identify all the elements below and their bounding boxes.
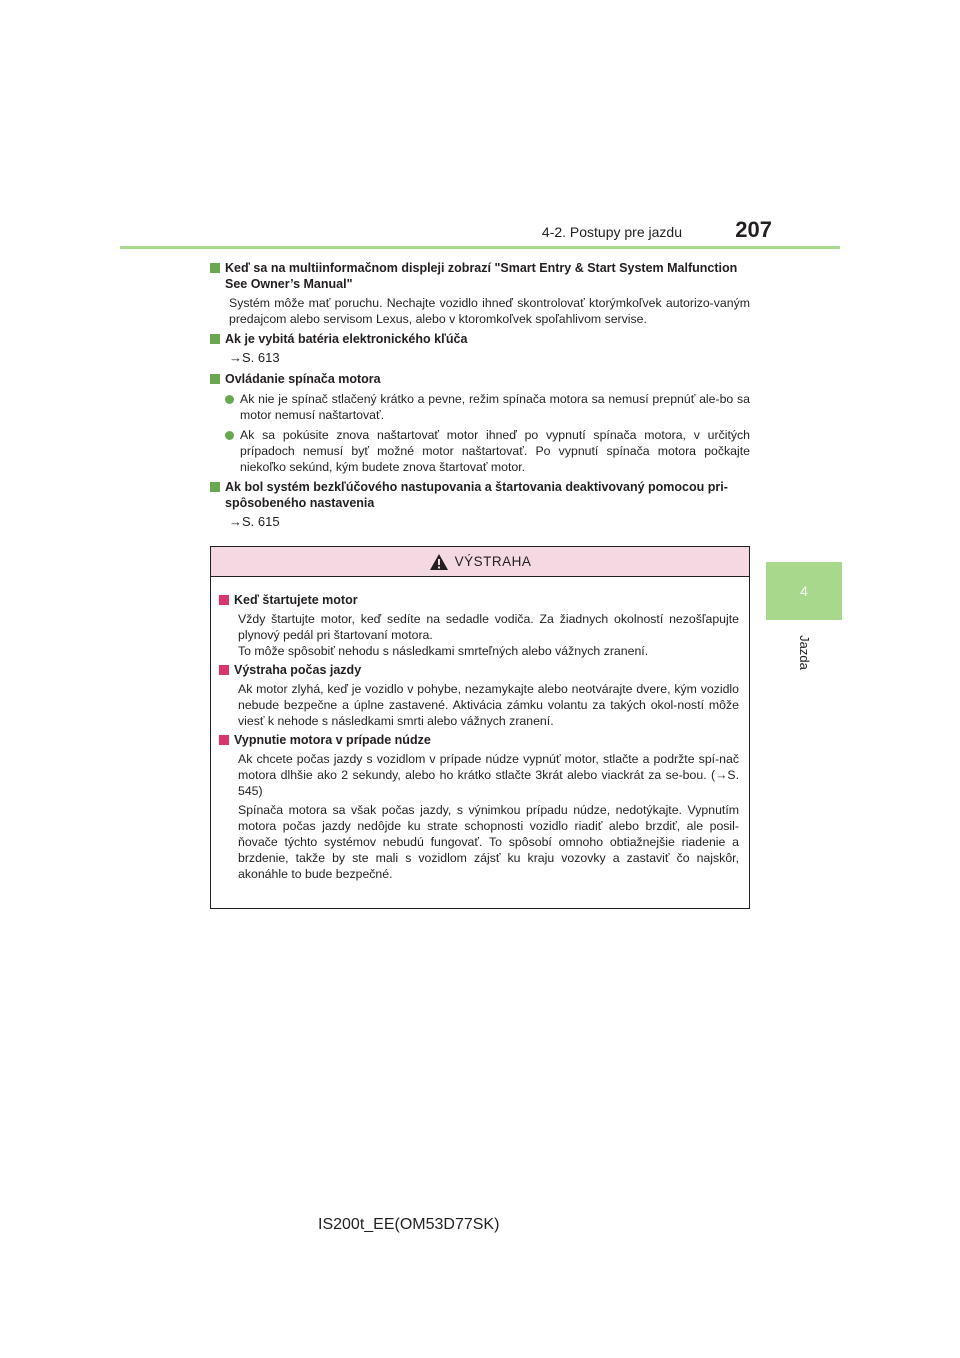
warning-body xyxy=(211,577,749,882)
square-bullet-icon xyxy=(210,263,220,273)
section-engine-switch xyxy=(210,371,750,475)
warning-text: Spínača motora sa však počas jazdy, s výnimkou prípadu núdze, nedotýkajte. Vypnutím motora počas jazdy nedôjde ku strate schopnosti vozidlo riadiť alebo brzdiť, ale posil-ňovače týchto systémov nebudú fungovať. To spôsobí omnoho obtiažnejšie riadenie a brzdenie, takže by ste mali s vozidlom zájsť ku kraju vozovky a zastaviť čo najskôr, akonáhle to bude bezpečné. xyxy=(238,803,739,881)
chapter-label-text: Jazda xyxy=(796,634,812,670)
circle-bullet-icon xyxy=(225,431,234,440)
chapter-label xyxy=(774,632,834,672)
square-bullet-icon xyxy=(210,374,220,384)
section-heading xyxy=(210,371,750,387)
warning-item-heading xyxy=(219,732,739,748)
section-smart-entry xyxy=(210,260,750,327)
square-bullet-icon xyxy=(219,665,229,675)
square-bullet-icon xyxy=(219,595,229,605)
section-heading-text: Ak bol systém bezkľúčového nastupovania a štartovania deaktivovaný pomocou pri-spôsobeného nastavenia xyxy=(225,480,728,510)
chapter-tab: 4 xyxy=(766,562,842,620)
warning-text: Ak chcete počas jazdy s vozidlom v prípade núdze vypnúť motor, stlačte a podržte spí-nač motora dlhšie ako 2 sekundy, alebo ho krátko stlačte 3krát alebo viackrát za se-bou. (→S. 545) xyxy=(238,752,739,798)
square-bullet-icon xyxy=(210,334,220,344)
list-item xyxy=(210,391,750,423)
section-deactivated xyxy=(210,479,750,531)
warning-title: VÝSTRAHA xyxy=(454,554,532,569)
warning-item-heading-text: Vypnutie motora v prípade núdze xyxy=(234,733,431,747)
warning-item xyxy=(219,662,739,729)
warning-text: To môže spôsobiť nehodu s následkami smrteľných alebo vážnych zranení. xyxy=(238,644,649,658)
circle-bullet-icon xyxy=(225,395,234,404)
square-bullet-icon xyxy=(219,735,229,745)
section-heading-text: Ovládanie spínača motora xyxy=(225,372,381,386)
warning-item-heading xyxy=(219,662,739,678)
section-heading xyxy=(210,331,750,347)
list-item xyxy=(210,427,750,475)
warning-text: Ak motor zlyhá, keď je vozidlo v pohybe, nezamykajte alebo neotvárajte dvere, kým vozidlo nebude bezpečne a úplne zastavené. Aktivácia zámku volantu za takých okol-ností môže viesť k nehode s následkami smrti alebo vážnych zranení. xyxy=(238,682,739,728)
warning-text: Vždy štartujte motor, keď sedíte na sedadle vodiča. Za žiadnych okolností nezošľapujte plynový pedál pri štartovaní motora. xyxy=(238,612,739,642)
warning-item-heading xyxy=(219,592,739,608)
section-heading-text: Ak je vybitá batéria elektronického kľúča xyxy=(225,332,468,346)
page-number: 207 xyxy=(735,217,772,242)
section-key-battery xyxy=(210,331,750,367)
section-heading xyxy=(210,260,750,292)
section-text: Systém môže mať poruchu. Nechajte vozidlo ihneď skontrolovať ktorýmkoľvek autorizo-vaným predajcom alebo servisom Lexus, alebo v ktoromkoľvek spoľahlivom servise. xyxy=(229,296,750,326)
section-heading xyxy=(210,479,750,511)
warning-box xyxy=(210,546,750,909)
section-title: 4-2. Postupy pre jazdu xyxy=(541,224,682,240)
warning-item xyxy=(219,592,739,659)
page-header xyxy=(120,212,840,249)
warning-triangle-icon xyxy=(429,553,449,571)
section-heading-text: Keď sa na multiinformačnom displeji zobrazí "Smart Entry & Start System Malfunction See Owner’s Manual" xyxy=(225,261,738,291)
warning-item-heading-text: Keď štartujete motor xyxy=(234,593,358,607)
square-bullet-icon xyxy=(210,482,220,492)
footer-model-code: IS200t_EE(OM53D77SK) xyxy=(318,1216,500,1233)
list-item-text: Ak nie je spínač stlačený krátko a pevne, režim spínača motora sa nemusí prepnúť ale-bo sa motor nemusí naštartovať. xyxy=(240,392,750,422)
warning-item xyxy=(219,732,739,882)
page-reference: →S. 613 xyxy=(229,350,280,365)
warning-item-heading-text: Výstraha počas jazdy xyxy=(234,663,362,677)
warning-header xyxy=(211,547,749,577)
main-content xyxy=(210,256,750,531)
list-item-text: Ak sa pokúsite znova naštartovať motor ihneď po vypnutí spínača motora, v určitých prípadoch nemusí byť možné motor naštartovať. Po vypnutí spínača motora počkajte niekoľko sekúnd, kým budete znova štartovať motor. xyxy=(240,428,750,474)
page-reference: →S. 615 xyxy=(229,514,280,529)
